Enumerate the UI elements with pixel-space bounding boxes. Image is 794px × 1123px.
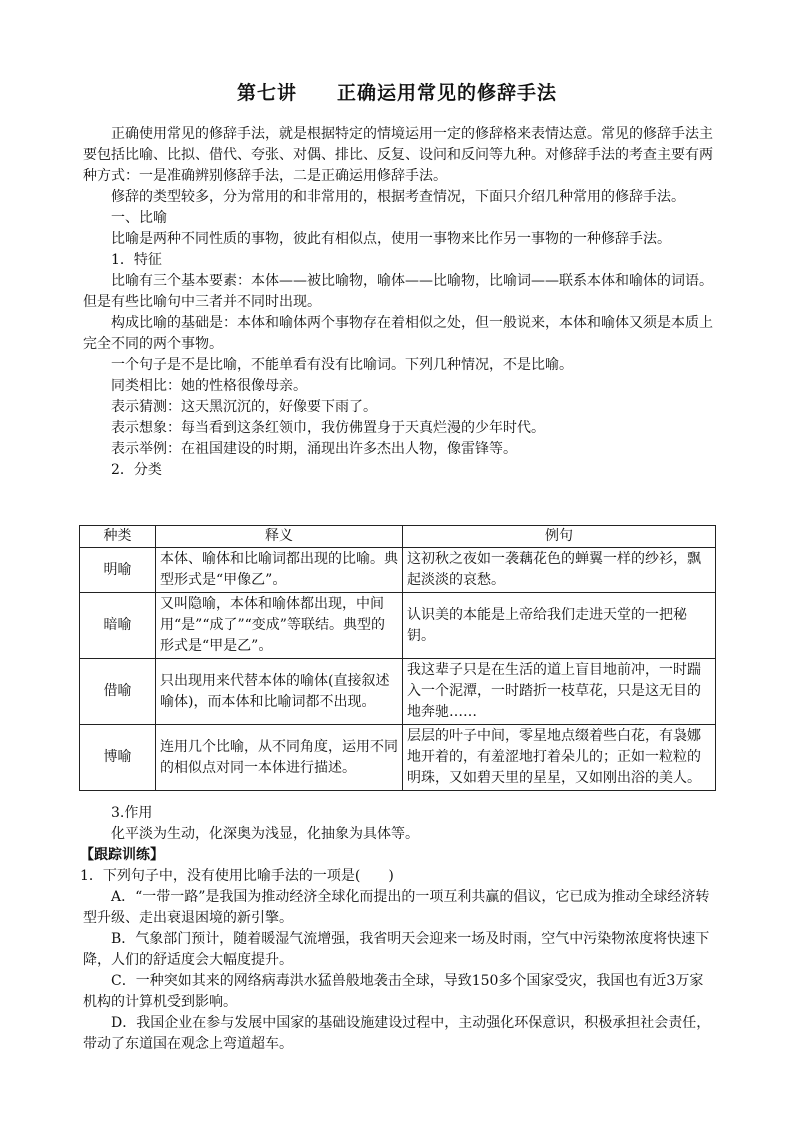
- table-cell-definition: 又叫隐喻，本体和喻体都出现，中间用“是”“成了”“变成”等联结。典型的形式是“甲是乙”。: [156, 593, 403, 659]
- metaphor-definition: 比喻是两种不同性质的事物，彼此有相似点，使用一事物来比作另一事物的一种修辞手法。: [111, 231, 671, 247]
- function-text: 化平淡为生动，化深奥为浅显，化抽象为具体等。: [111, 826, 419, 842]
- feature-paragraph: 比喻有三个基本要素：本体——被比喻物，喻体——比喻物，比喻词——联系本体和喻体的词语。但是有些比喻句中三者并不同时出现。: [83, 273, 713, 310]
- section-heading: 一、比喻: [111, 210, 167, 226]
- table-cell-type: 暗喻: [80, 593, 156, 659]
- subsection-heading: 1．特征: [111, 252, 162, 268]
- table-header: 种类: [80, 526, 156, 548]
- table-header: 释义: [156, 526, 403, 548]
- answer-option: B．气象部门预计，随着暖湿气流增强，我省明天会迎来一场及时雨，空气中污染物浓度将快速下降，人们的舒适度会大幅度提升。: [83, 931, 710, 968]
- table-cell-example: 层层的叶子中间，零星地点缀着些白花，有袅娜地开着的，有羞涩地打着朵儿的；正如一粒粒的明珠，又如碧天里的星星，又如刚出浴的美人。: [403, 725, 716, 791]
- feature-example: 表示猜测：这天黑沉沉的，好像要下雨了。: [111, 399, 377, 415]
- intro-paragraph: 正确使用常见的修辞手法，就是根据特定的情境运用一定的修辞格来表情达意。常见的修辞手法主要包括比喻、比拟、借代、夸张、对偶、排比、反复、设问和反问等九种。对修辞手法的考查主要有两种方式：一是准确辨别修辞手法，二是正确运用修辞手法。: [83, 126, 713, 184]
- table-cell-example: 我这辈子只是在生活的道上盲目地前冲，一时踹入一个泥潭，一时踏折一枝草花，只是这无目的地奔驰……: [403, 659, 716, 725]
- table-row: [80, 659, 716, 725]
- answer-option: A．“一带一路”是我国为推动经济全球化而提出的一项互利共赢的倡议，它已成为推动全球经济转型升级、走出衰退困境的新引擎。: [83, 889, 710, 926]
- intro-paragraph: 修辞的类型较多，分为常用的和非常用的，根据考查情况，下面只介绍几种常用的修辞手法。: [111, 189, 685, 205]
- table-row: [80, 548, 716, 593]
- table-cell-definition: 连用几个比喻，从不同角度，运用不同的相似点对同一本体进行描述。: [156, 725, 403, 791]
- feature-example: 同类相比：她的性格很像母亲。: [111, 378, 307, 394]
- table-header-row: [80, 526, 716, 548]
- classification-table: [79, 525, 716, 791]
- table-row: [80, 725, 716, 791]
- table-cell-example: 认识美的本能是上帝给我们走进天堂的一把秘钥。: [403, 593, 716, 659]
- table-row: [80, 593, 716, 659]
- subsection-heading: 3.作用: [111, 805, 153, 821]
- table-cell-type: 明喻: [80, 548, 156, 593]
- feature-paragraph: 构成比喻的基础是：本体和喻体两个事物存在着相似之处，但一般说来，本体和喻体又须是本质上完全不同的两个事物。: [83, 315, 713, 352]
- table-cell-type: 借喻: [80, 659, 156, 725]
- answer-option: C．一种突如其来的网络病毒洪水猛兽般地袭击全球，导致150多个国家受灾，我国也有近3万家机构的计算机受到影响。: [83, 973, 704, 1010]
- exercise-heading: 【跟踪训练】: [80, 847, 164, 863]
- table-cell-definition: 本体、喻体和比喻词都出现的比喻。典型形式是“甲像乙”。: [156, 548, 403, 593]
- question-stem: 1．下列句子中，没有使用比喻手法的一项是( ): [80, 868, 394, 884]
- feature-paragraph: 一个句子是不是比喻，不能单看有没有比喻词。下列几种情况，不是比喻。: [111, 357, 573, 373]
- table-cell-example: 这初秋之夜如一袭藕花色的蝉翼一样的纱衫，飘起淡淡的哀愁。: [403, 548, 716, 593]
- answer-option: D．我国企业在参与发展中国家的基础设施建设过程中，主动强化环保意识，积极承担社会责任，带动了东道国在观念上弯道超车。: [83, 1015, 711, 1052]
- page-title: 第七讲 正确运用常见的修辞手法: [236, 82, 557, 104]
- after-table-text: [80, 803, 717, 1055]
- table-cell-type: 博喻: [80, 725, 156, 791]
- main-text: [83, 124, 717, 481]
- subsection-heading: 2．分类: [111, 462, 162, 478]
- feature-example: 表示想象：每当看到这条红领巾，我仿佛置身于天真烂漫的少年时代。: [111, 420, 545, 436]
- table-header: 例句: [403, 526, 716, 548]
- table-cell-definition: 只出现用来代替本体的喻体(直接叙述喻体)，而本体和比喻词都不出现。: [156, 659, 403, 725]
- feature-example: 表示举例：在祖国建设的时期，涌现出许多杰出人物，像雷锋等。: [111, 441, 517, 457]
